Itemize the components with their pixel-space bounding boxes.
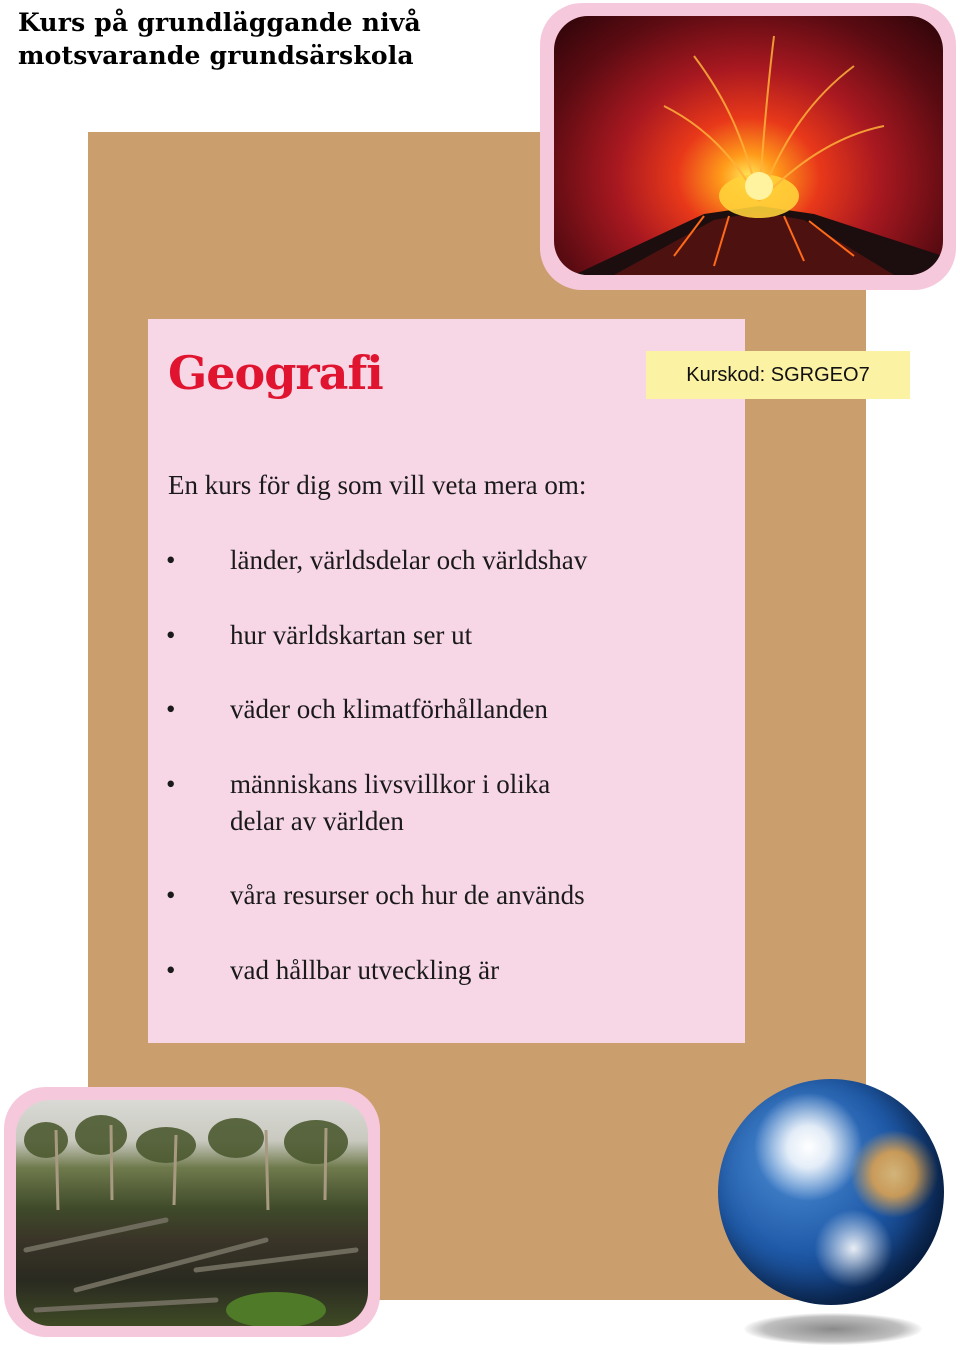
header-title xyxy=(18,6,421,72)
course-code-badge: Kurskod: SGRGEO7 xyxy=(646,351,910,399)
topic-text: våra resurser och hur de används xyxy=(230,880,585,910)
deforestation-photo xyxy=(16,1100,368,1326)
header-line-2: motsvarande grundsärskola xyxy=(18,41,414,70)
intro-text: En kurs för dig som vill veta mera om: xyxy=(168,470,587,500)
topic-text: länder, världsdelar och världshav xyxy=(230,545,588,575)
topic-text: väder och klimatförhållanden xyxy=(230,694,548,724)
bullet-icon: • xyxy=(166,620,176,650)
deforestation-illustration xyxy=(16,1100,368,1326)
course-title: Geografi xyxy=(168,346,383,400)
bullet-icon: • xyxy=(166,955,176,985)
bullet-icon: • xyxy=(166,545,176,575)
volcano-photo xyxy=(554,16,943,275)
earth-globe xyxy=(718,1079,944,1305)
bullet-icon: • xyxy=(166,694,176,724)
volcano-illustration xyxy=(554,16,943,275)
bullet-icon: • xyxy=(166,880,176,910)
topic-text: hur världskartan ser ut xyxy=(230,620,473,650)
topic-text: vad hållbar utveckling är xyxy=(230,955,500,985)
topic-text-continued: delar av världen xyxy=(230,806,404,836)
bullet-icon: • xyxy=(166,769,176,799)
header-line-1: Kurs på grundläggande nivå xyxy=(18,8,421,37)
course-card xyxy=(148,319,745,1043)
globe-shadow xyxy=(744,1313,922,1345)
topic-text: människans livsvillkor i olika xyxy=(230,769,551,799)
